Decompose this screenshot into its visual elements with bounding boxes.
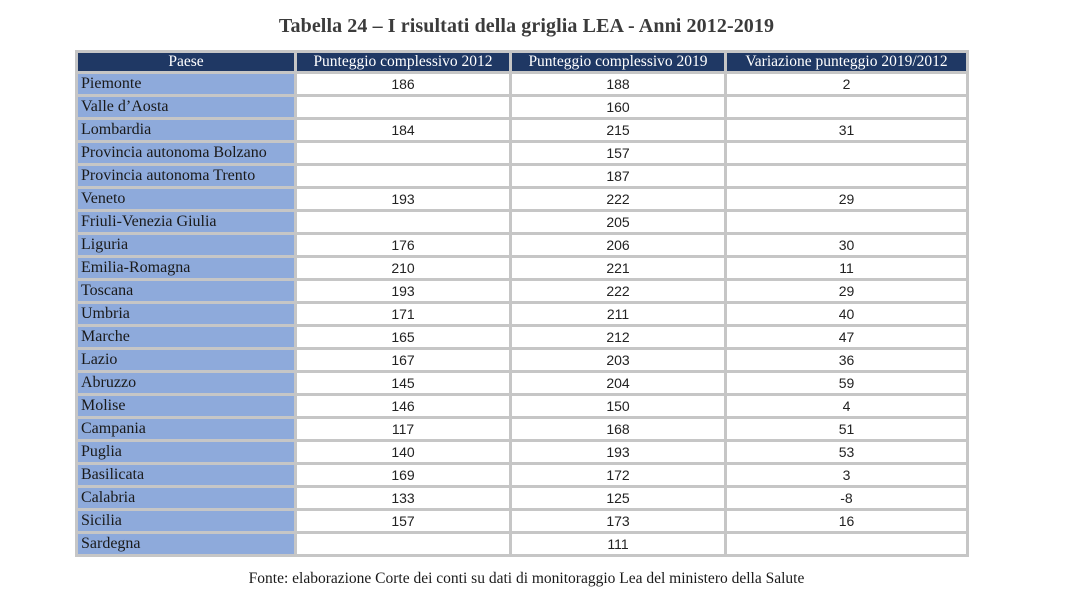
variation-cell: 31 bbox=[727, 120, 966, 140]
table-row bbox=[78, 212, 966, 232]
variation-cell bbox=[727, 166, 966, 186]
variation-cell bbox=[727, 97, 966, 117]
score-2019-cell: 173 bbox=[512, 511, 724, 531]
variation-cell: 40 bbox=[727, 304, 966, 324]
table-row bbox=[78, 373, 966, 393]
region-cell: Provincia autonoma Bolzano bbox=[78, 143, 294, 163]
table-row bbox=[78, 143, 966, 163]
table-row bbox=[78, 166, 966, 186]
score-2019-cell: 222 bbox=[512, 281, 724, 301]
score-2019-cell: 125 bbox=[512, 488, 724, 508]
score-2019-cell: 157 bbox=[512, 143, 724, 163]
table-row bbox=[78, 534, 966, 554]
region-cell: Friuli-Venezia Giulia bbox=[78, 212, 294, 232]
source-caption: Fonte: elaborazione Corte dei conti su dati di monitoraggio Lea del ministero della Salute bbox=[248, 570, 805, 587]
variation-cell: 51 bbox=[727, 419, 966, 439]
region-cell: Piemonte bbox=[78, 74, 294, 94]
column-header-score-2019: Punteggio complessivo 2019 bbox=[512, 53, 724, 71]
variation-cell: 2 bbox=[727, 74, 966, 94]
region-cell: Valle d’Aosta bbox=[78, 97, 294, 117]
variation-cell: 53 bbox=[727, 442, 966, 462]
score-2019-cell: 211 bbox=[512, 304, 724, 324]
score-2012-cell: 146 bbox=[297, 396, 509, 416]
region-cell: Abruzzo bbox=[78, 373, 294, 393]
table-title: Tabella 24 – I risultati della griglia LEA - Anni 2012-2019 bbox=[278, 15, 775, 37]
column-header-score-2012: Punteggio complessivo 2012 bbox=[297, 53, 509, 71]
variation-cell: 16 bbox=[727, 511, 966, 531]
score-2012-cell: 145 bbox=[297, 373, 509, 393]
region-cell: Toscana bbox=[78, 281, 294, 301]
variation-cell: 30 bbox=[727, 235, 966, 255]
table-row bbox=[78, 327, 966, 347]
score-2012-cell: 176 bbox=[297, 235, 509, 255]
table-body bbox=[78, 74, 966, 554]
table-row bbox=[78, 258, 966, 278]
variation-cell: 29 bbox=[727, 189, 966, 209]
variation-cell: 47 bbox=[727, 327, 966, 347]
score-2019-cell: 187 bbox=[512, 166, 724, 186]
region-cell: Campania bbox=[78, 419, 294, 439]
score-2012-cell: 140 bbox=[297, 442, 509, 462]
table-row bbox=[78, 97, 966, 117]
column-header-paese: Paese bbox=[78, 53, 294, 71]
score-2019-cell: 160 bbox=[512, 97, 724, 117]
table-row bbox=[78, 189, 966, 209]
table-row bbox=[78, 465, 966, 485]
variation-cell: -8 bbox=[727, 488, 966, 508]
region-cell: Liguria bbox=[78, 235, 294, 255]
score-2012-cell: 193 bbox=[297, 189, 509, 209]
score-2012-cell bbox=[297, 212, 509, 232]
variation-cell: 36 bbox=[727, 350, 966, 370]
variation-cell bbox=[727, 534, 966, 554]
score-2012-cell: 184 bbox=[297, 120, 509, 140]
table-row bbox=[78, 120, 966, 140]
region-cell: Puglia bbox=[78, 442, 294, 462]
table-row bbox=[78, 511, 966, 531]
region-cell: Emilia-Romagna bbox=[78, 258, 294, 278]
score-2012-cell: 171 bbox=[297, 304, 509, 324]
variation-cell: 59 bbox=[727, 373, 966, 393]
lea-results-table bbox=[75, 50, 969, 557]
variation-cell: 29 bbox=[727, 281, 966, 301]
table-row bbox=[78, 419, 966, 439]
score-2012-cell bbox=[297, 97, 509, 117]
score-2019-cell: 212 bbox=[512, 327, 724, 347]
score-2012-cell: 157 bbox=[297, 511, 509, 531]
score-2012-cell: 167 bbox=[297, 350, 509, 370]
score-2012-cell: 186 bbox=[297, 74, 509, 94]
region-cell: Calabria bbox=[78, 488, 294, 508]
table-row bbox=[78, 442, 966, 462]
region-cell: Sicilia bbox=[78, 511, 294, 531]
column-header-variation: Variazione punteggio 2019/2012 bbox=[727, 53, 966, 71]
variation-cell: 3 bbox=[727, 465, 966, 485]
table-row bbox=[78, 235, 966, 255]
table-row bbox=[78, 488, 966, 508]
score-2012-cell: 133 bbox=[297, 488, 509, 508]
table-row bbox=[78, 74, 966, 94]
table-row bbox=[78, 396, 966, 416]
score-2019-cell: 168 bbox=[512, 419, 724, 439]
score-2019-cell: 221 bbox=[512, 258, 724, 278]
score-2019-cell: 203 bbox=[512, 350, 724, 370]
header-row bbox=[78, 53, 966, 71]
score-2012-cell: 210 bbox=[297, 258, 509, 278]
table-row bbox=[78, 304, 966, 324]
score-2019-cell: 193 bbox=[512, 442, 724, 462]
region-cell: Marche bbox=[78, 327, 294, 347]
region-cell: Umbria bbox=[78, 304, 294, 324]
score-2019-cell: 188 bbox=[512, 74, 724, 94]
region-cell: Sardegna bbox=[78, 534, 294, 554]
score-2012-cell bbox=[297, 143, 509, 163]
score-2012-cell bbox=[297, 166, 509, 186]
region-cell: Lazio bbox=[78, 350, 294, 370]
score-2019-cell: 204 bbox=[512, 373, 724, 393]
score-2019-cell: 150 bbox=[512, 396, 724, 416]
score-2019-cell: 206 bbox=[512, 235, 724, 255]
score-2012-cell bbox=[297, 534, 509, 554]
score-2012-cell: 169 bbox=[297, 465, 509, 485]
table-row bbox=[78, 350, 966, 370]
table-row bbox=[78, 281, 966, 301]
score-2012-cell: 165 bbox=[297, 327, 509, 347]
score-2019-cell: 222 bbox=[512, 189, 724, 209]
variation-cell: 11 bbox=[727, 258, 966, 278]
score-2019-cell: 205 bbox=[512, 212, 724, 232]
score-2012-cell: 193 bbox=[297, 281, 509, 301]
region-cell: Basilicata bbox=[78, 465, 294, 485]
region-cell: Provincia autonoma Trento bbox=[78, 166, 294, 186]
score-2019-cell: 111 bbox=[512, 534, 724, 554]
region-cell: Veneto bbox=[78, 189, 294, 209]
variation-cell bbox=[727, 212, 966, 232]
variation-cell bbox=[727, 143, 966, 163]
score-2012-cell: 117 bbox=[297, 419, 509, 439]
score-2019-cell: 215 bbox=[512, 120, 724, 140]
region-cell: Molise bbox=[78, 396, 294, 416]
score-2019-cell: 172 bbox=[512, 465, 724, 485]
region-cell: Lombardia bbox=[78, 120, 294, 140]
variation-cell: 4 bbox=[727, 396, 966, 416]
